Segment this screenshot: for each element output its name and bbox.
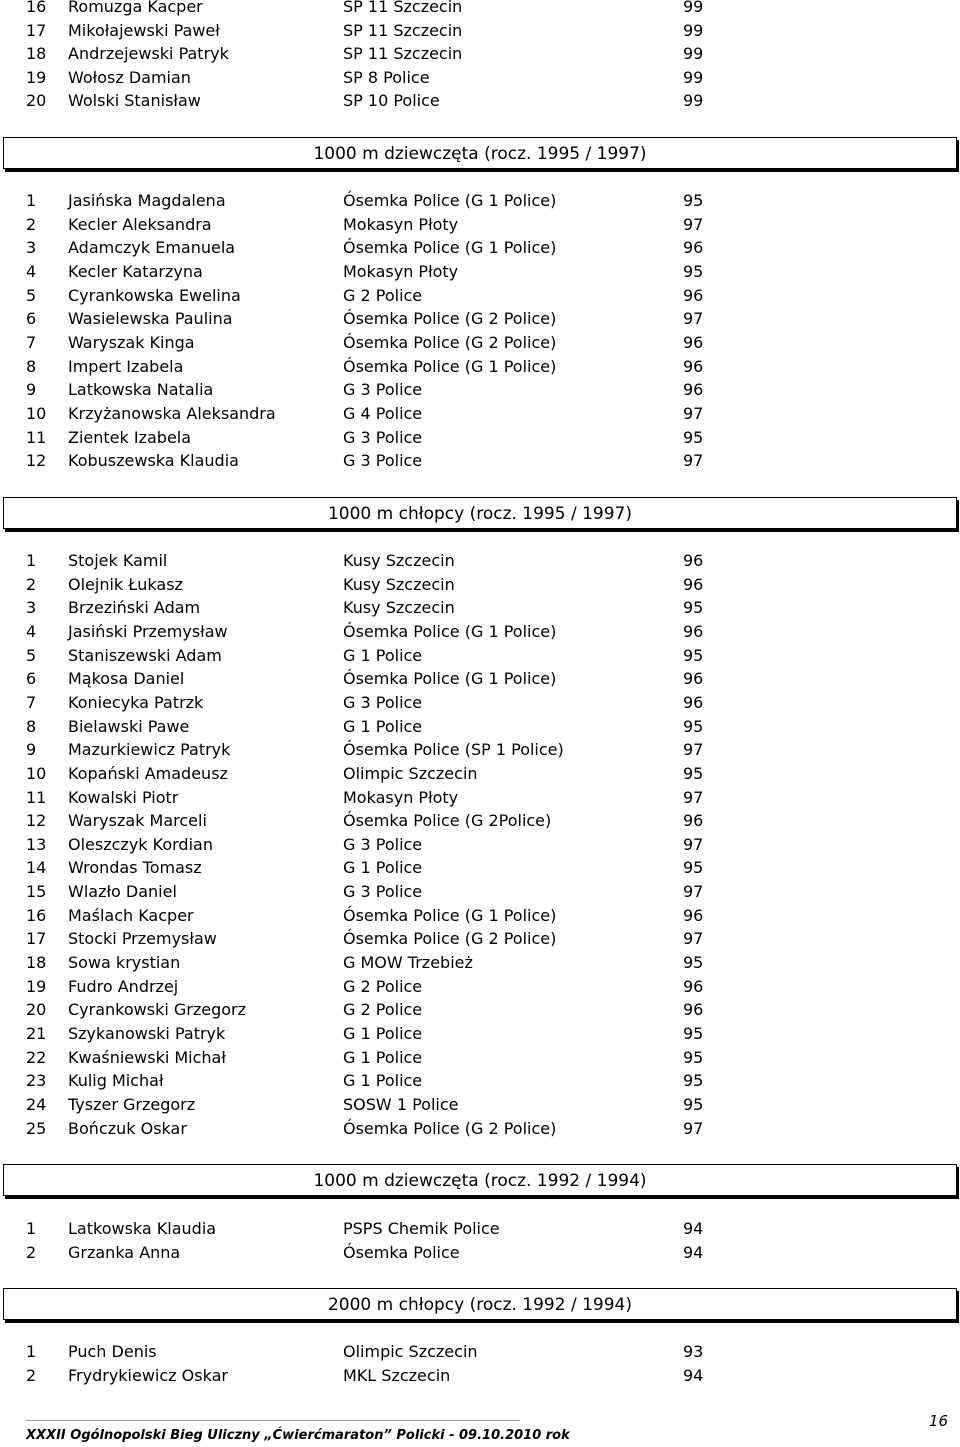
- table-row: [0, 691, 960, 715]
- birth-year: 94: [683, 1365, 704, 1385]
- place-number: 17: [26, 929, 47, 949]
- birth-year: 99: [683, 21, 704, 40]
- birth-year: 97: [683, 309, 704, 329]
- table-row: [0, 1093, 960, 1117]
- club-name: SP 11 Szczecin: [343, 21, 463, 40]
- table-row: [0, 998, 960, 1022]
- section-header: [3, 1288, 957, 1320]
- club-name: G 3 Police: [343, 427, 423, 447]
- place-number: 18: [26, 953, 47, 973]
- birth-year: 97: [683, 787, 704, 807]
- place-number: 4: [26, 261, 37, 281]
- table-row: [0, 307, 960, 331]
- birth-year: 99: [683, 91, 704, 110]
- club-name: G 1 Police: [343, 1024, 423, 1043]
- birth-year: 94: [683, 1242, 704, 1262]
- place-number: 7: [26, 692, 37, 712]
- club-name: Ósemka Police (G 1 Police): [343, 191, 557, 210]
- place-number: 8: [26, 356, 37, 376]
- birth-year: 97: [683, 1118, 704, 1138]
- birth-year: 96: [683, 285, 704, 305]
- place-number: 10: [26, 763, 47, 783]
- place-number: 2: [26, 1365, 37, 1385]
- athlete-name: Sowa krystian: [68, 953, 181, 973]
- table-row: [0, 596, 960, 620]
- club-name: Ósemka Police (G 1 Police): [343, 621, 557, 641]
- table-row: [0, 89, 960, 113]
- birth-year: 96: [683, 332, 704, 352]
- club-name: G 1 Police: [343, 858, 423, 878]
- place-number: 21: [26, 1024, 47, 1043]
- club-name: G 3 Police: [343, 882, 423, 902]
- club-name: Mokasyn Płoty: [343, 261, 459, 281]
- athlete-name: Fudro Andrzej: [68, 976, 179, 996]
- birth-year: 96: [683, 811, 704, 831]
- footer-divider: [26, 1420, 520, 1421]
- club-name: Ósemka Police (G 2 Police): [343, 309, 557, 329]
- birth-year: 96: [683, 380, 704, 400]
- club-name: G 1 Police: [343, 645, 423, 665]
- club-name: Mokasyn Płoty: [343, 214, 459, 234]
- club-name: Kusy Szczecin: [343, 598, 455, 618]
- athlete-name: Kecler Aleksandra: [68, 214, 212, 234]
- place-number: 14: [26, 858, 47, 878]
- birth-year: 95: [683, 763, 704, 783]
- club-name: Ósemka Police (G 2 Police): [343, 332, 557, 352]
- place-number: 22: [26, 1047, 47, 1067]
- club-name: Olimpic Szczecin: [343, 1342, 478, 1361]
- section-header: [3, 497, 957, 529]
- club-name: G 3 Police: [343, 380, 423, 400]
- birth-year: 95: [683, 716, 704, 736]
- athlete-name: Olejnik Łukasz: [68, 574, 183, 594]
- place-number: 16: [26, 0, 47, 16]
- birth-year: 96: [683, 356, 704, 376]
- club-name: Ósemka Police (G 1 Police): [343, 238, 557, 258]
- section-title: 1000 m dziewczęta (rocz. 1995 / 1997): [313, 144, 647, 164]
- birth-year: 95: [683, 953, 704, 973]
- place-number: 11: [26, 427, 47, 447]
- place-number: 23: [26, 1071, 47, 1091]
- birth-year: 96: [683, 574, 704, 594]
- athlete-name: Kopański Amadeusz: [68, 763, 228, 783]
- club-name: PSPS Chemik Police: [343, 1219, 500, 1238]
- club-name: SP 11 Szczecin: [343, 0, 463, 16]
- birth-year: 94: [683, 1219, 704, 1238]
- athlete-name: Kowalski Piotr: [68, 787, 179, 807]
- place-number: 6: [26, 669, 37, 689]
- place-number: 24: [26, 1094, 47, 1114]
- table-row: [0, 402, 960, 426]
- athlete-name: Andrzejewski Patryk: [68, 44, 229, 63]
- table-row: [0, 975, 960, 999]
- birth-year: 96: [683, 669, 704, 689]
- athlete-name: Latkowska Natalia: [68, 380, 214, 400]
- club-name: Ósemka Police (G 2 Police): [343, 929, 557, 949]
- birth-year: 97: [683, 882, 704, 902]
- table-row: [0, 426, 960, 450]
- place-number: 17: [26, 21, 47, 40]
- table-row: [0, 738, 960, 762]
- club-name: Ósemka Police (G 1 Police): [343, 356, 557, 376]
- table-row: [0, 667, 960, 691]
- athlete-name: Krzyżanowska Aleksandra: [68, 403, 276, 423]
- place-number: 5: [26, 285, 37, 305]
- birth-year: 97: [683, 214, 704, 234]
- birth-year: 95: [683, 1071, 704, 1091]
- table-row: [0, 1117, 960, 1141]
- club-name: Olimpic Szczecin: [343, 763, 478, 783]
- athlete-name: Romuzga Kacper: [68, 0, 203, 16]
- place-number: 5: [26, 645, 37, 665]
- athlete-name: Waryszak Marceli: [68, 811, 207, 831]
- athlete-name: Wołosz Damian: [68, 68, 191, 87]
- place-number: 2: [26, 1242, 37, 1262]
- place-number: 1: [26, 191, 37, 210]
- club-name: SP 10 Police: [343, 91, 440, 110]
- athlete-name: Szykanowski Patryk: [68, 1024, 226, 1043]
- place-number: 16: [26, 905, 47, 925]
- athlete-name: Mikołajewski Paweł: [68, 21, 220, 40]
- table-row: [0, 904, 960, 928]
- athlete-name: Kulig Michał: [68, 1071, 164, 1091]
- athlete-name: Wasielewska Paulina: [68, 309, 233, 329]
- club-name: Ósemka Police (G 2 Police): [343, 1118, 557, 1138]
- place-number: 9: [26, 380, 37, 400]
- birth-year: 97: [683, 451, 704, 471]
- table-row: [0, 66, 960, 90]
- table-row: [0, 951, 960, 975]
- club-name: G 3 Police: [343, 451, 423, 471]
- athlete-name: Wlazło Daniel: [68, 882, 177, 902]
- birth-year: 97: [683, 834, 704, 854]
- club-name: Kusy Szczecin: [343, 551, 455, 570]
- club-name: G 2 Police: [343, 976, 423, 996]
- table-row: [0, 449, 960, 473]
- club-name: SP 11 Szczecin: [343, 44, 463, 63]
- athlete-name: Cyrankowski Grzegorz: [68, 1000, 247, 1020]
- place-number: 12: [26, 811, 47, 831]
- table-row: [0, 284, 960, 308]
- club-name: G 3 Police: [343, 834, 423, 854]
- table-row: [0, 880, 960, 904]
- table-row: [0, 644, 960, 668]
- table-row: [0, 620, 960, 644]
- section-header: [3, 1164, 957, 1196]
- table-row: [0, 762, 960, 786]
- club-name: Ósemka Police: [343, 1242, 460, 1262]
- place-number: 12: [26, 451, 47, 471]
- place-number: 20: [26, 1000, 47, 1020]
- club-name: G 1 Police: [343, 716, 423, 736]
- athlete-name: Cyrankowska Ewelina: [68, 285, 241, 305]
- athlete-name: Kecler Katarzyna: [68, 261, 203, 281]
- table-row: [0, 1340, 960, 1364]
- table-row: [0, 236, 960, 260]
- birth-year: 95: [683, 1094, 704, 1114]
- athlete-name: Wolski Stanisław: [68, 91, 201, 110]
- place-number: 20: [26, 91, 47, 110]
- birth-year: 97: [683, 929, 704, 949]
- club-name: G 4 Police: [343, 403, 423, 423]
- club-name: G 3 Police: [343, 692, 423, 712]
- section-header: [3, 137, 957, 169]
- place-number: 1: [26, 1219, 37, 1238]
- birth-year: 97: [683, 740, 704, 760]
- section-title: 1000 m chłopcy (rocz. 1995 / 1997): [327, 504, 632, 524]
- table-row: [0, 715, 960, 739]
- birth-year: 95: [683, 261, 704, 281]
- athlete-name: Waryszak Kinga: [68, 332, 195, 352]
- table-row: [0, 0, 960, 19]
- birth-year: 95: [683, 1047, 704, 1067]
- club-name: SOSW 1 Police: [343, 1094, 459, 1114]
- athlete-name: Staniszewski Adam: [68, 645, 222, 665]
- table-row: [0, 213, 960, 237]
- place-number: 6: [26, 309, 37, 329]
- athlete-name: Jasińska Magdalena: [68, 191, 226, 210]
- place-number: 7: [26, 332, 37, 352]
- birth-year: 96: [683, 551, 704, 570]
- place-number: 8: [26, 716, 37, 736]
- athlete-name: Koniecyka Patrzk: [68, 692, 204, 712]
- table-row: [0, 1046, 960, 1070]
- place-number: 2: [26, 574, 37, 594]
- table-row: [0, 833, 960, 857]
- table-row: [0, 809, 960, 833]
- birth-year: 97: [683, 403, 704, 423]
- club-name: Kusy Szczecin: [343, 574, 455, 594]
- athlete-name: Impert Izabela: [68, 356, 184, 376]
- place-number: 25: [26, 1118, 47, 1138]
- athlete-name: Brzeziński Adam: [68, 598, 201, 618]
- place-number: 19: [26, 976, 47, 996]
- athlete-name: Maślach Kacper: [68, 905, 194, 925]
- table-row: [0, 189, 960, 213]
- table-row: [0, 1364, 960, 1388]
- table-row: [0, 1069, 960, 1093]
- club-name: MKL Szczecin: [343, 1365, 451, 1385]
- table-row: [0, 549, 960, 573]
- place-number: 1: [26, 551, 37, 570]
- place-number: 3: [26, 598, 37, 618]
- birth-year: 96: [683, 238, 704, 258]
- club-name: Ósemka Police (G 1 Police): [343, 905, 557, 925]
- birth-year: 95: [683, 427, 704, 447]
- athlete-name: Wrondas Tomasz: [68, 858, 202, 878]
- place-number: 19: [26, 68, 47, 87]
- place-number: 4: [26, 621, 37, 641]
- athlete-name: Latkowska Klaudia: [68, 1219, 217, 1238]
- table-row: [0, 331, 960, 355]
- club-name: G 2 Police: [343, 285, 423, 305]
- place-number: 11: [26, 787, 47, 807]
- club-name: G MOW Trzebież: [343, 953, 473, 973]
- athlete-name: Stocki Przemysław: [68, 929, 217, 949]
- footer-event-title: XXXII Ogólnopolski Bieg Uliczny „Ćwierćmaraton” Policki - 09.10.2010 rok: [26, 1428, 570, 1443]
- club-name: SP 8 Police: [343, 68, 430, 87]
- table-row: [0, 355, 960, 379]
- athlete-name: Stojek Kamil: [68, 551, 168, 570]
- table-row: [0, 42, 960, 66]
- club-name: Ósemka Police (G 2Police): [343, 811, 552, 831]
- section-title: 1000 m dziewczęta (rocz. 1992 / 1994): [313, 1171, 647, 1191]
- place-number: 15: [26, 882, 47, 902]
- table-row: [0, 786, 960, 810]
- birth-year: 95: [683, 645, 704, 665]
- athlete-name: Bończuk Oskar: [68, 1118, 187, 1138]
- birth-year: 95: [683, 598, 704, 618]
- athlete-name: Kwaśniewski Michał: [68, 1047, 226, 1067]
- club-name: G 2 Police: [343, 1000, 423, 1020]
- table-row: [0, 378, 960, 402]
- birth-year: 96: [683, 621, 704, 641]
- table-row: [0, 1217, 960, 1241]
- page-number: 16: [928, 1412, 948, 1430]
- place-number: 9: [26, 740, 37, 760]
- birth-year: 95: [683, 191, 704, 210]
- athlete-name: Puch Denis: [68, 1342, 157, 1361]
- athlete-name: Tyszer Grzegorz: [68, 1094, 196, 1114]
- place-number: 18: [26, 44, 47, 63]
- place-number: 3: [26, 238, 37, 258]
- place-number: 2: [26, 214, 37, 234]
- birth-year: 99: [683, 0, 704, 16]
- table-row: [0, 573, 960, 597]
- athlete-name: Bielawski Pawe: [68, 716, 190, 736]
- birth-year: 96: [683, 1000, 704, 1020]
- birth-year: 96: [683, 976, 704, 996]
- athlete-name: Jasiński Przemysław: [68, 621, 228, 641]
- club-name: G 1 Police: [343, 1071, 423, 1091]
- athlete-name: Oleszczyk Kordian: [68, 834, 213, 854]
- athlete-name: Grzanka Anna: [68, 1242, 181, 1262]
- table-row: [0, 19, 960, 43]
- athlete-name: Zientek Izabela: [68, 427, 192, 447]
- club-name: G 1 Police: [343, 1047, 423, 1067]
- athlete-name: Mąkosa Daniel: [68, 669, 185, 689]
- club-name: Ósemka Police (G 1 Police): [343, 669, 557, 689]
- birth-year: 95: [683, 1024, 704, 1043]
- athlete-name: Mazurkiewicz Patryk: [68, 740, 231, 760]
- athlete-name: Adamczyk Emanuela: [68, 238, 236, 258]
- club-name: Mokasyn Płoty: [343, 787, 459, 807]
- table-row: [0, 1022, 960, 1046]
- club-name: Ósemka Police (SP 1 Police): [343, 740, 564, 760]
- birth-year: 96: [683, 692, 704, 712]
- birth-year: 93: [683, 1342, 704, 1361]
- place-number: 10: [26, 403, 47, 423]
- place-number: 13: [26, 834, 47, 854]
- section-title: 2000 m chłopcy (rocz. 1992 / 1994): [327, 1295, 632, 1315]
- birth-year: 95: [683, 858, 704, 878]
- birth-year: 99: [683, 68, 704, 87]
- athlete-name: Kobuszewska Klaudia: [68, 451, 239, 471]
- birth-year: 96: [683, 905, 704, 925]
- table-row: [0, 927, 960, 951]
- athlete-name: Frydrykiewicz Oskar: [68, 1365, 228, 1385]
- table-row: [0, 1241, 960, 1265]
- birth-year: 99: [683, 44, 704, 63]
- place-number: 1: [26, 1342, 37, 1361]
- table-row: [0, 856, 960, 880]
- table-row: [0, 260, 960, 284]
